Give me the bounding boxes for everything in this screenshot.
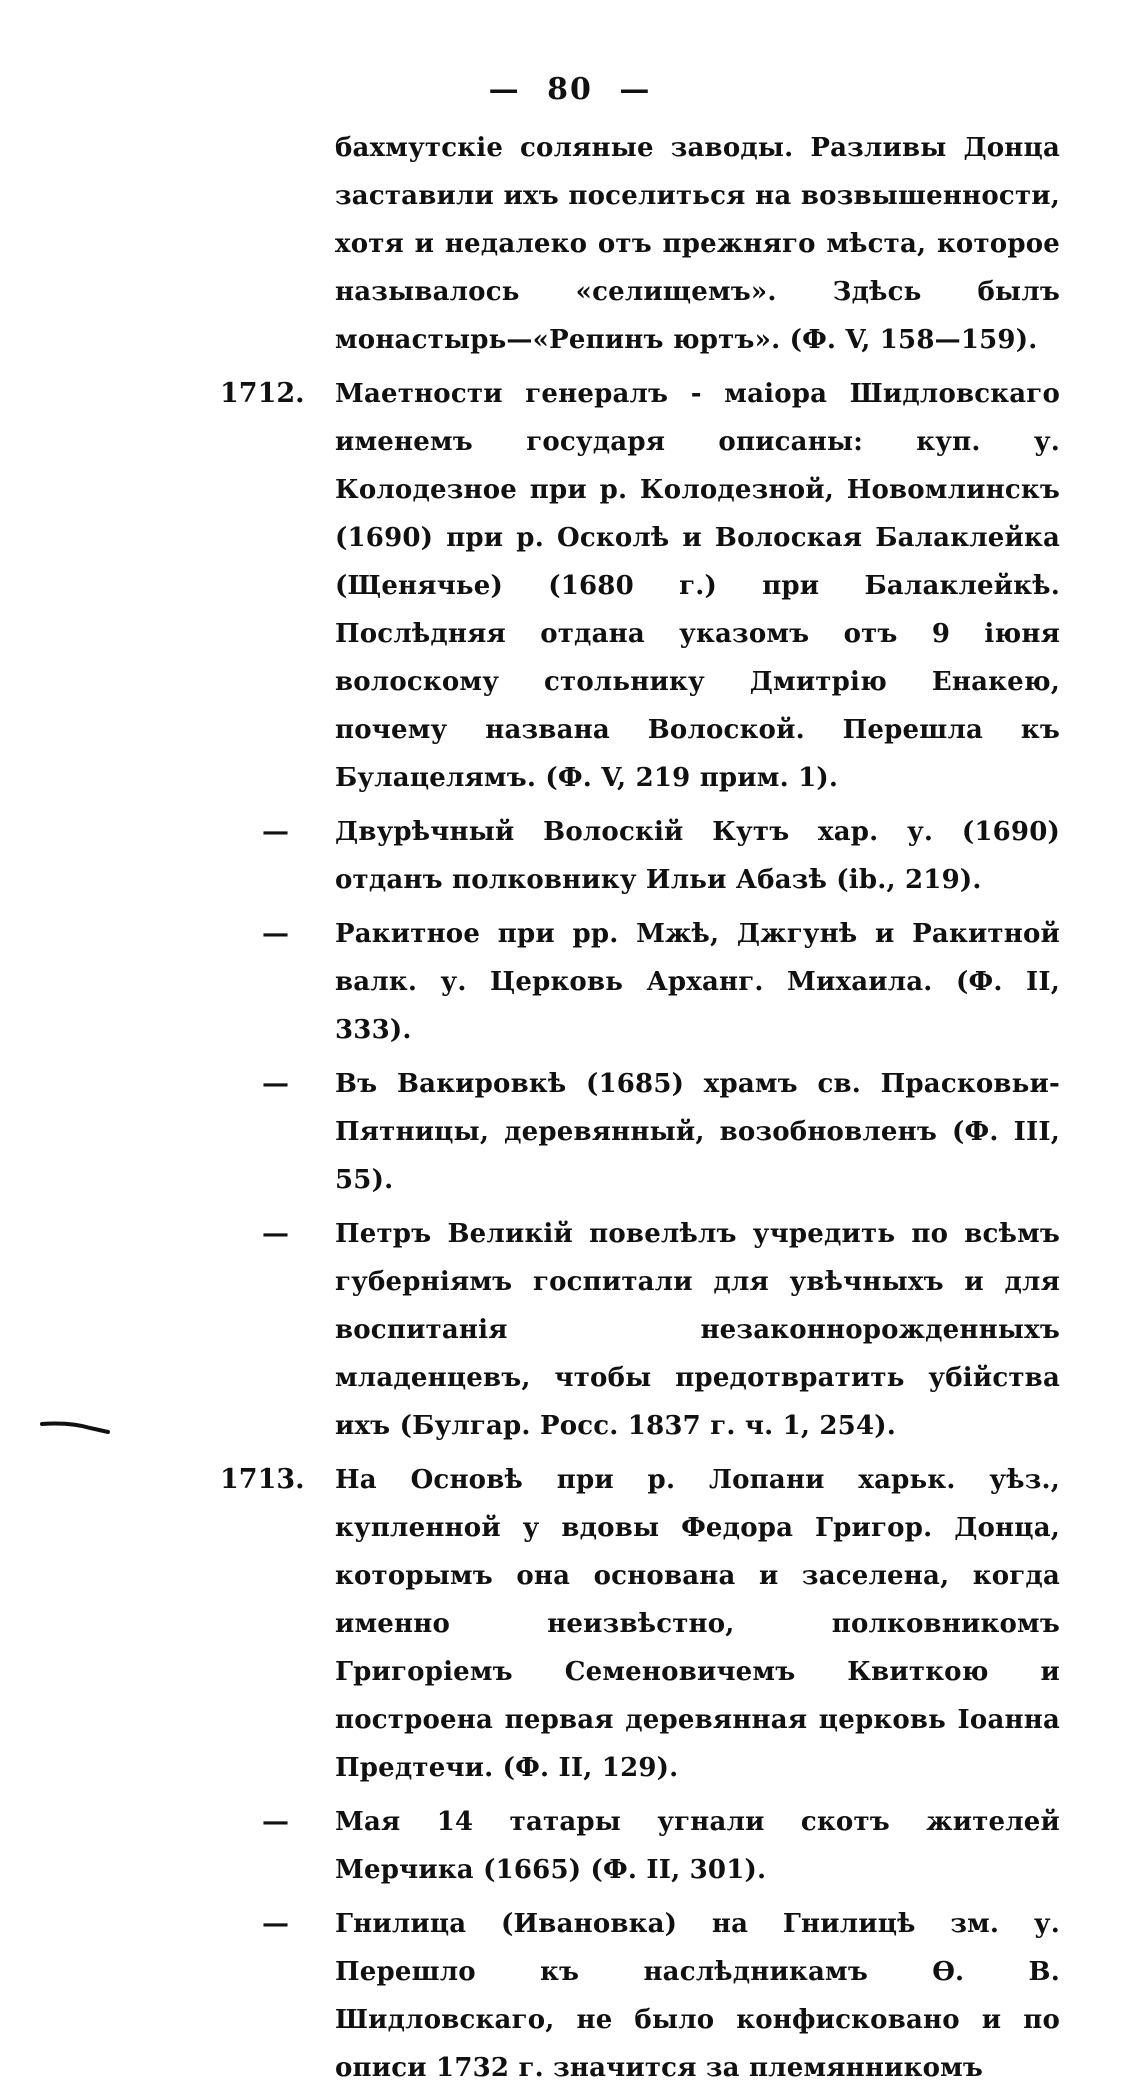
entry-text: Петръ Великій повелѣлъ учредить по всѣмъ губерніямъ госпитали для увѣчныхъ и для воспитанія незаконнорожденныхъ младенцевъ, чтобы предотвратить убійства ихъ (Булгар. Росс. 1837 г. ч. 1, 254). xyxy=(335,1219,1060,1441)
entry-1713 xyxy=(0,1456,1140,1792)
page-number-dash-right: — xyxy=(619,72,652,107)
dash-marker: — xyxy=(262,1908,289,1939)
entry-text: Ракитное при рр. Мжѣ, Джгунѣ и Ракитной валк. у. Церковь Арханг. Михаила. (Ф. II, 333). xyxy=(335,919,1060,1045)
page-number-value: 80 xyxy=(547,72,593,107)
dash-marker: — xyxy=(262,1068,289,1099)
entry-text: На Основѣ при р. Лопани харьк. уѣз., купленной у вдовы Федора Григор. Донца, которымъ она основана и заселена, когда именно неизвѣстно, полковникомъ Григоріемъ Семеновичемъ Квиткою и построена первая деревянная церковь Іоанна Предтечи. (Ф. II, 129). xyxy=(335,1465,1060,1783)
entry-1712 xyxy=(0,370,1140,802)
entry-merchik xyxy=(0,1798,1140,1894)
year-marker: 1712. xyxy=(220,378,305,409)
entry-text: Мая 14 татары угнали скотъ жителей Мерчика (1665) (Ф. II, 301). xyxy=(335,1807,1060,1885)
entry-text: Двурѣчный Волоскій Кутъ хар. у. (1690) отданъ полковнику Ильи Абазѣ (ib., 219). xyxy=(335,817,1060,895)
page-number-dash-left: — xyxy=(488,72,521,107)
entry-rakitnoe xyxy=(0,910,1140,1054)
entry-gnilitsa xyxy=(0,1900,1140,2092)
entry-dvurechny xyxy=(0,808,1140,904)
dash-marker: — xyxy=(262,1806,289,1837)
entry-text: Гнилица (Ивановка) на Гнилицѣ зм. у. Перешло къ наслѣдникамъ Ѳ. В. Шидловскаго, не было конфисковано и по описи 1732 г. значится за племянникомъ xyxy=(335,1909,1060,2083)
chronicle-entries xyxy=(0,124,1140,2098)
dash-marker: — xyxy=(262,816,289,847)
year-marker: 1713. xyxy=(220,1464,305,1495)
page-number xyxy=(0,72,1140,107)
entry-peter xyxy=(0,1210,1140,1450)
entry-continuation xyxy=(0,124,1140,364)
dash-marker: — xyxy=(262,1218,289,1249)
entry-text: Маетности генералъ - маіора Шидловскаго именемъ государя описаны: куп. у. Колодезное при р. Колодезной, Новомлинскъ (1690) при р. Осколѣ и Волоская Балаклейка (Щенячье) (1680 г.) при Балаклейкѣ. Послѣдняя отдана указомъ отъ 9 іюня волоскому стольнику Дмитрію Енакею, почему названа Волоской. Перешла къ Булацелямъ. (Ф. V, 219 прим. 1). xyxy=(335,379,1060,793)
dash-marker: — xyxy=(262,918,289,949)
margin-ink-mark xyxy=(40,1420,110,1434)
entry-text: Въ Вакировкѣ (1685) храмъ св. Прасковьи-Пятницы, деревянный, возобновленъ (Ф. III, 55). xyxy=(335,1069,1060,1195)
entry-vakirovka xyxy=(0,1060,1140,1204)
entry-text: бахмутскіе соляные заводы. Разливы Донца заставили ихъ поселиться на возвышенности, хотя и недалеко отъ прежняго мѣста, которое называлось «селищемъ». Здѣсь былъ монастырь—«Репинъ юртъ». (Ф. V, 158—159). xyxy=(335,133,1060,355)
